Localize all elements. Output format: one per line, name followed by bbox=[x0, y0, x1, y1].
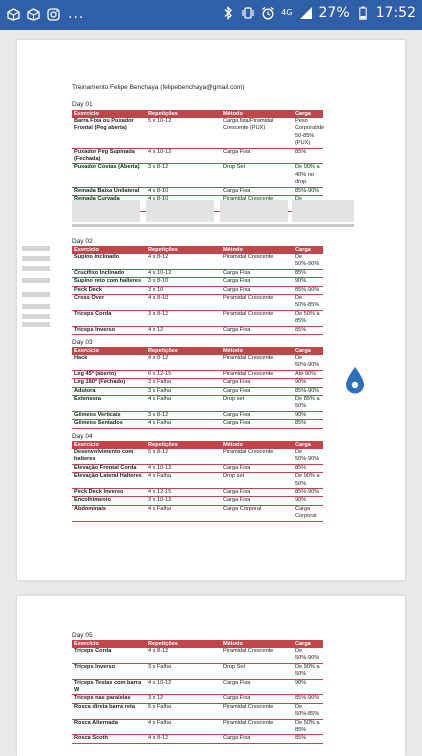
table-header-row bbox=[72, 110, 323, 118]
exercise-cell: Elevação Frontal Corda bbox=[72, 464, 146, 472]
load-cell: 90% bbox=[293, 411, 323, 419]
load-cell: 90% bbox=[293, 379, 323, 387]
method-cell: Carga Fixa bbox=[221, 497, 293, 505]
reps-cell: 3 x 10-12 bbox=[146, 497, 221, 505]
selection-overlay bbox=[146, 200, 214, 222]
method-cell: Carga Fixa bbox=[221, 278, 293, 286]
table-row bbox=[72, 278, 323, 286]
load-cell: 90% bbox=[293, 497, 323, 505]
method-cell: Drop Set bbox=[221, 663, 293, 679]
reps-cell: 4 x Falha bbox=[146, 505, 221, 521]
exercise-cell: Rosca Scoth bbox=[72, 735, 146, 743]
load-cell: 85% bbox=[293, 735, 323, 743]
load-cell: De 90% a 50% bbox=[293, 663, 323, 679]
reps-cell: 4 x 8-12 bbox=[146, 648, 221, 663]
battery-percent: 27% bbox=[318, 5, 350, 21]
reps-cell: 3 x Falha bbox=[146, 663, 221, 679]
load-cell: De 50%-90% bbox=[293, 648, 323, 663]
reps-cell: 3 x 8-12 bbox=[146, 164, 221, 187]
table-row bbox=[72, 269, 323, 277]
table-row bbox=[72, 387, 323, 395]
method-cell: Carga Fixa bbox=[221, 387, 293, 395]
method-cell: Carga Fixa bbox=[221, 326, 293, 334]
exercise-cell: Crucifixo Inclinado bbox=[72, 269, 146, 277]
table-header-row bbox=[72, 640, 323, 648]
table-row bbox=[72, 497, 323, 505]
method-cell: Piramidal Crescente bbox=[221, 355, 293, 370]
column-header: Repetições bbox=[146, 110, 221, 118]
load-cell: Carga Corporal bbox=[293, 505, 323, 521]
table-row bbox=[72, 505, 323, 521]
table-row bbox=[72, 164, 323, 187]
box-icon bbox=[26, 7, 40, 21]
workout-table bbox=[72, 640, 323, 744]
method-cell: Piramidal Crescente bbox=[221, 310, 293, 326]
method-cell: Carga Fixa bbox=[221, 464, 293, 472]
load-cell: 85%-90% bbox=[293, 489, 323, 497]
selection-overlay bbox=[22, 256, 50, 261]
exercise-cell: Gêmeos Sentados bbox=[72, 420, 146, 428]
workout-table bbox=[72, 110, 323, 212]
reps-cell: 4 x 8-10 bbox=[146, 295, 221, 311]
method-cell: Carga Fixa bbox=[221, 269, 293, 277]
table-row bbox=[72, 295, 323, 311]
load-cell: De 50% a 85% bbox=[293, 310, 323, 326]
exercise-cell: Triceps Inverso bbox=[72, 663, 146, 679]
load-cell: 85%-90% bbox=[293, 695, 323, 703]
method-cell: Piramidal Crescente bbox=[221, 370, 293, 378]
selection-overlay bbox=[22, 266, 50, 271]
signal-icon bbox=[299, 6, 313, 20]
table-row bbox=[72, 411, 323, 419]
workout-table bbox=[72, 441, 323, 522]
load-cell: 85% bbox=[293, 269, 323, 277]
method-cell: Carga fixa/Piramidal Crescente (PUX) bbox=[221, 118, 293, 148]
reps-cell: 4 x 8-12 bbox=[146, 355, 221, 370]
load-cell: De 50%-90% bbox=[293, 355, 323, 370]
reps-cell: 4 x Falha bbox=[146, 719, 221, 735]
exercise-cell: Triceps Corda bbox=[72, 648, 146, 663]
selection-overlay bbox=[72, 224, 354, 227]
table-row bbox=[72, 310, 323, 326]
column-header: Exercício bbox=[72, 441, 146, 449]
reps-cell: 4 x Falha bbox=[146, 420, 221, 428]
table-row bbox=[72, 648, 323, 663]
column-header: Exercício bbox=[72, 110, 146, 118]
table-header-row bbox=[72, 347, 323, 355]
selection-overlay bbox=[22, 292, 50, 297]
exercise-cell: Cross Over bbox=[72, 295, 146, 311]
selection-overlay bbox=[22, 314, 50, 319]
table-row bbox=[72, 703, 323, 719]
reps-cell: 3 x 8-12 bbox=[146, 411, 221, 419]
method-cell: Drop set bbox=[221, 396, 293, 412]
column-header: Carga bbox=[293, 110, 323, 118]
table-row bbox=[72, 355, 323, 370]
scroll-handle-drop-icon[interactable] bbox=[345, 366, 365, 399]
reps-cell: 3 x Falha bbox=[146, 387, 221, 395]
day-label: Day 03 bbox=[72, 339, 93, 346]
reps-cell: 5 x Falha bbox=[146, 703, 221, 719]
day-label: Day 05 bbox=[72, 632, 93, 639]
method-cell: Piramidal Crescente bbox=[221, 648, 293, 663]
reps-cell: 3 x 12 bbox=[146, 695, 221, 703]
table-row bbox=[72, 663, 323, 679]
load-cell: 90% bbox=[293, 278, 323, 286]
day-label: Day 04 bbox=[72, 433, 93, 440]
column-header: Carga bbox=[293, 347, 323, 355]
exercise-cell: Elevação Lateral Halteres bbox=[72, 473, 146, 489]
column-header: Método bbox=[221, 640, 293, 648]
exercise-cell: Supino Inclinado bbox=[72, 254, 146, 269]
system-icons bbox=[221, 5, 416, 21]
load-cell: De 90% a 50% bbox=[293, 473, 323, 489]
method-cell: Carga Corporal bbox=[221, 505, 293, 521]
method-cell: Carga Fixa bbox=[221, 187, 293, 195]
exercise-cell: Peck Deck Inverso bbox=[72, 489, 146, 497]
exercise-cell: Barra Fixa ou Puxador Frontal (Peg aberta) bbox=[72, 118, 146, 148]
reps-cell: 4 x 8-10 bbox=[146, 187, 221, 195]
more-notifications: ... bbox=[68, 6, 85, 22]
load-cell: 85% bbox=[293, 148, 323, 164]
table-header-row bbox=[72, 246, 323, 254]
reps-cell: 4 x Falha bbox=[146, 473, 221, 489]
method-cell: Piramidal Crescente bbox=[221, 703, 293, 719]
table-row bbox=[72, 489, 323, 497]
reps-cell: 3 x Falha bbox=[146, 379, 221, 387]
selection-overlay bbox=[22, 278, 50, 283]
day-label: Day 02 bbox=[72, 238, 93, 245]
method-cell: Piramidal Crescente bbox=[221, 449, 293, 464]
column-header: Repetições bbox=[146, 640, 221, 648]
exercise-cell: Supino reto com halteres bbox=[72, 278, 146, 286]
load-cell: Até 90% bbox=[293, 370, 323, 378]
instagram-icon bbox=[46, 7, 60, 21]
selection-overlay bbox=[22, 246, 50, 251]
table-row bbox=[72, 326, 323, 334]
reps-cell: 4 x 8-12 bbox=[146, 735, 221, 743]
column-header: Exercício bbox=[72, 246, 146, 254]
reps-cell: 4 x 12 bbox=[146, 326, 221, 334]
method-cell: Drop Set bbox=[221, 164, 293, 187]
table-row bbox=[72, 370, 323, 378]
selection-overlay bbox=[292, 200, 354, 222]
reps-cell: 4 x 10-12 bbox=[146, 464, 221, 472]
method-cell: Piramidal Crescente bbox=[221, 254, 293, 269]
selection-overlay bbox=[220, 200, 288, 222]
exercise-cell: Puxador Costas (Aberta) bbox=[72, 164, 146, 187]
table-row bbox=[72, 420, 323, 428]
exercise-cell: Peck Deck bbox=[72, 286, 146, 294]
workout-table bbox=[72, 246, 323, 335]
table-row bbox=[72, 695, 323, 703]
method-cell: Piramidal Crescente bbox=[221, 295, 293, 311]
method-cell: Carga Fixa bbox=[221, 695, 293, 703]
exercise-cell: Rosca Alternada bbox=[72, 719, 146, 735]
bluetooth-icon bbox=[221, 6, 235, 20]
exercise-cell: Abdominais bbox=[72, 505, 146, 521]
reps-cell: 6 x 12-15 bbox=[146, 370, 221, 378]
load-cell: Peso Corporal/de 50-85% (PUX) bbox=[295, 118, 325, 147]
exercise-cell: Leg 180º (Fechado) bbox=[72, 379, 146, 387]
column-header: Método bbox=[221, 110, 293, 118]
exercise-cell: Rosca direta barra reta bbox=[72, 703, 146, 719]
network-type: 4G bbox=[281, 8, 293, 17]
battery-icon bbox=[356, 6, 370, 20]
table-row bbox=[72, 379, 323, 387]
workout-table bbox=[72, 347, 323, 429]
column-header: Carga bbox=[293, 246, 323, 254]
method-cell: Carga Fixa bbox=[221, 411, 293, 419]
vibrate-icon bbox=[241, 6, 255, 20]
method-cell: Carga Fixa bbox=[221, 286, 293, 294]
reps-cell: 4 x 12-15 bbox=[146, 489, 221, 497]
load-cell: 90% bbox=[293, 679, 323, 695]
exercise-cell: Gêmeos Verticais bbox=[72, 411, 146, 419]
box-icon bbox=[6, 7, 20, 21]
notification-icons bbox=[6, 6, 84, 22]
selection-overlay bbox=[22, 304, 50, 309]
reps-cell: 5 x 8-12 bbox=[146, 449, 221, 464]
method-cell: Carga Fixa bbox=[221, 679, 293, 695]
exercise-cell: Encolhimento bbox=[72, 497, 146, 505]
reps-cell: 5 x 10-12 bbox=[146, 118, 221, 148]
reps-cell: 3 x 8-12 bbox=[146, 310, 221, 326]
method-cell: Carga Fixa bbox=[221, 489, 293, 497]
clock: 17:52 bbox=[375, 5, 416, 21]
exercise-cell: Leg 45º (aberto) bbox=[72, 370, 146, 378]
exercise-cell: Hack bbox=[72, 355, 146, 370]
load-cell: De 50%-85% bbox=[293, 295, 323, 311]
table-row bbox=[72, 449, 323, 464]
status-bar bbox=[0, 0, 422, 30]
column-header: Exercício bbox=[72, 640, 146, 648]
method-cell: Drop set bbox=[221, 473, 293, 489]
column-header: Repetições bbox=[146, 246, 221, 254]
table-row bbox=[72, 254, 323, 269]
reps-cell: 4 x 10-12 bbox=[146, 148, 221, 164]
column-header: Método bbox=[221, 246, 293, 254]
column-header: Método bbox=[221, 347, 293, 355]
load-cell: De 50% a 85% bbox=[293, 719, 323, 735]
column-header: Método bbox=[221, 441, 293, 449]
column-header: Exercício bbox=[72, 347, 146, 355]
method-cell: Carga Fixa bbox=[221, 420, 293, 428]
load-cell: 85% bbox=[293, 464, 323, 472]
load-cell: De 50%-90% bbox=[293, 449, 323, 464]
column-header: Repetições bbox=[146, 441, 221, 449]
table-row bbox=[72, 187, 323, 195]
selection-overlay bbox=[22, 322, 50, 327]
reps-cell: 4 x 8-12 bbox=[146, 254, 221, 269]
load-cell: 85%-90% bbox=[293, 387, 323, 395]
exercise-cell: Adutora bbox=[72, 387, 146, 395]
exercise-cell: Puxador Peg Supinada (Fechada) bbox=[72, 148, 146, 164]
exercise-cell: Triceps Inverso bbox=[72, 326, 146, 334]
table-row bbox=[72, 735, 323, 743]
exercise-cell: Remada Baixa Unilateral bbox=[72, 187, 146, 195]
load-cell: 85%-90% bbox=[293, 187, 323, 195]
exercise-cell: Extensora bbox=[72, 396, 146, 412]
load-cell: 85% bbox=[293, 326, 323, 334]
method-cell: Carga Fixa bbox=[221, 379, 293, 387]
load-cell: 85%-90% bbox=[293, 286, 323, 294]
table-row bbox=[72, 473, 323, 489]
table-row bbox=[72, 464, 323, 472]
exercise-cell: Triceps nas paralelas bbox=[72, 695, 146, 703]
day-label: Day 01 bbox=[72, 101, 93, 108]
reps-cell: 3 x 10 bbox=[146, 286, 221, 294]
load-cell: 85% bbox=[293, 420, 323, 428]
method-cell: Carga Fixa bbox=[221, 735, 293, 743]
document-title: Treinamento Felipe Benchaya (felipebenchaya@gmail.com) bbox=[72, 84, 245, 91]
table-row bbox=[72, 719, 323, 735]
column-header: Repetições bbox=[146, 347, 221, 355]
column-header: Carga bbox=[293, 640, 323, 648]
load-cell: De 85% a 50% bbox=[293, 396, 323, 412]
table-row bbox=[72, 286, 323, 294]
table-row bbox=[72, 679, 323, 695]
alarm-icon bbox=[261, 6, 275, 20]
reps-cell: 4 x 10-12 bbox=[146, 679, 221, 695]
load-cell: De 50%-90% bbox=[293, 254, 323, 269]
load-cell: De 90% a 40% no drop bbox=[293, 164, 323, 187]
load-cell: De 50%-85% bbox=[293, 703, 323, 719]
table-row bbox=[72, 148, 323, 164]
table-row bbox=[72, 396, 323, 412]
exercise-cell: Triceps Corda bbox=[72, 310, 146, 326]
exercise-cell: Desenvolvimento com halteres bbox=[72, 449, 146, 464]
reps-cell: 3 x 8-10 bbox=[146, 278, 221, 286]
selection-overlay bbox=[72, 200, 140, 222]
reps-cell: 4 x 10-12 bbox=[146, 269, 221, 277]
table-header-row bbox=[72, 441, 323, 449]
method-cell: Carga Fixa bbox=[221, 148, 293, 164]
reps-cell: 4 x Falha bbox=[146, 396, 221, 412]
column-header: Carga bbox=[293, 441, 323, 449]
exercise-cell: Triceps Testas com barra W bbox=[72, 679, 146, 695]
table-row bbox=[72, 118, 323, 148]
method-cell: Piramidal Crescente bbox=[221, 719, 293, 735]
